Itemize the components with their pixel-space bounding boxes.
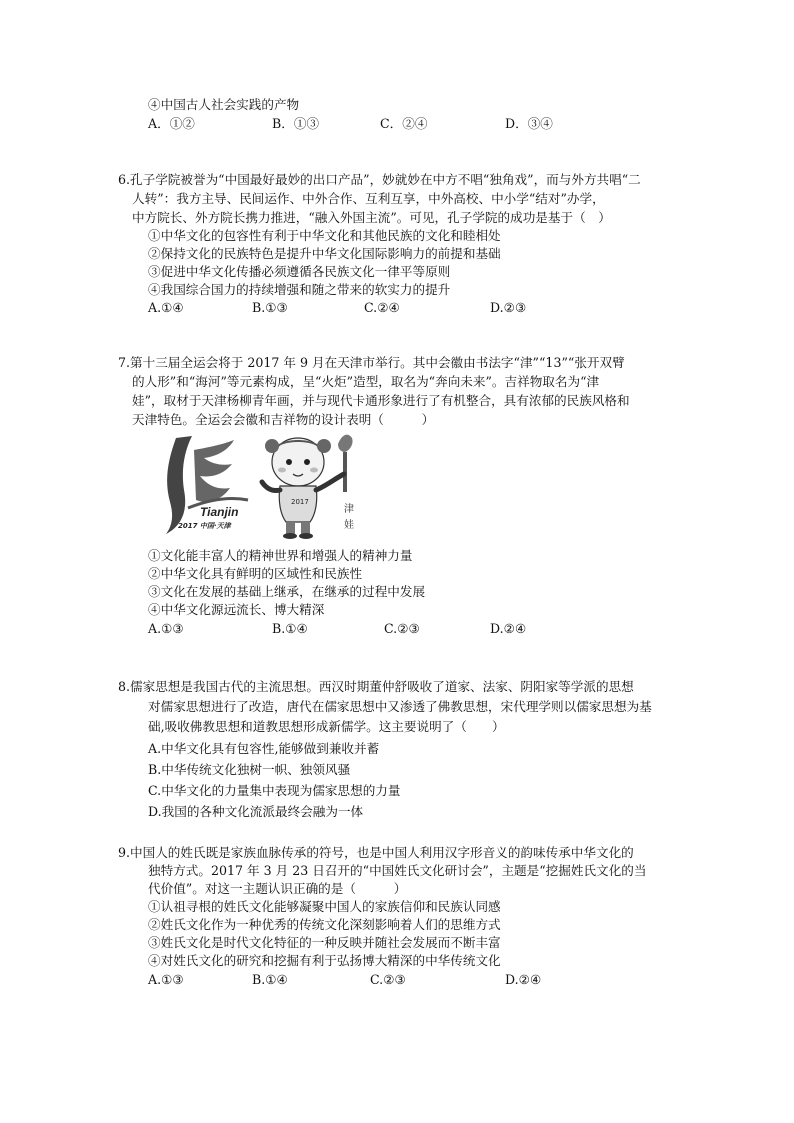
q9-option-b[interactable]: B.①④	[252, 972, 288, 987]
q6-stem-line-3: 中方院长、外方院长携力推进，“融入外国主流”。可见，孔子学院的成功是基于（ ）	[132, 210, 611, 225]
q9-item-2: ②姓氏文化作为一种优秀的传统文化深刻影响着人们的思维方式	[148, 917, 501, 932]
q6-item-4: ④我国综合国力的持续增强和随之带来的软实力的提升	[148, 282, 451, 297]
mascot-jinwa	[262, 435, 354, 539]
q9-item-4: ④对姓氏文化的研究和挖掘有利于弘扬博大精深的中华传统文化	[148, 953, 501, 968]
q7-stem-line-2: 的人形”和“海河”等元素构成，呈“火炬”造型，取名为“奔向未来”。吉祥物取名为“津	[132, 374, 600, 389]
q7-option-a[interactable]: A.①③	[148, 621, 184, 636]
q5-option-d[interactable]: D．③④	[505, 116, 553, 131]
q6-item-2: ②保持文化的民族特色是提升中华文化国际影响力的前提和基础	[148, 246, 501, 261]
q7-stem-line-3: 娃”，取材于天津杨柳青年画，并与现代卡通形象进行了有机整合，具有浓郁的民族风格和	[132, 393, 630, 408]
q7-item-3: ③文化在发展的基础上继承，在继承的过程中发展	[148, 584, 426, 599]
q6-option-a[interactable]: A.①④	[148, 300, 184, 315]
q9-stem-line-3: 代价值”。对这一主题认识正确的是（ ）	[148, 881, 407, 896]
q8-stem-line-2: 对儒家思想进行了改造，唐代在儒家思想中又渗透了佛教思想，宋代理学则以儒家思想为基	[148, 699, 652, 714]
mascot-name-char-2: 娃	[344, 520, 354, 531]
mascot-name-char-1: 津	[344, 504, 354, 515]
q7-option-d[interactable]: D.②④	[490, 621, 527, 636]
q7-item-4: ④中华文化源远流长、博大精深	[148, 602, 325, 617]
games-emblem-and-mascot-figure	[148, 430, 368, 542]
q7-stem-line-4: 天津特色。全运会会徽和吉祥物的设计表明（ ）	[132, 412, 435, 427]
q6-item-3: ③促进中华文化传播必须遵循各民族文化一律平等原则	[148, 264, 451, 279]
q6-item-1: ①中华文化的包容性有利于中华文化和其他民族的文化和睦相处	[148, 228, 501, 243]
q7-option-c[interactable]: C.②③	[384, 621, 420, 636]
q6-option-c[interactable]: C.②④	[364, 300, 400, 315]
q5-option-a[interactable]: A．①②	[148, 116, 195, 131]
mascot-shirt-text: 2017	[291, 498, 309, 506]
q6-option-d[interactable]: D.②③	[490, 300, 527, 315]
q9-stem-line-1: 9.中国人的姓氏既是家族血脉传承的符号，也是中国人利用汉字形音义的韵味传承中华文化的	[118, 845, 634, 860]
q7-stem-line-1: 7.第十三届全运会将于 2017 年 9 月在天津市举行。其中会徽由书法字“津”“13”“张开双臂	[118, 355, 625, 370]
q6-stem-line-1: 6.孔子学院被誉为“中国最好最妙的出口产品”，妙就妙在中方不唱“独角戏”，而与外方共唱“二	[118, 172, 641, 187]
q5-option-b[interactable]: B．①③	[272, 116, 320, 131]
q5-item-4: ④中国古人社会实践的产物	[148, 97, 300, 112]
q9-option-c[interactable]: C.②③	[370, 972, 406, 987]
q8-option-c[interactable]: C.中华文化的力量集中表现为儒家思想的力量	[148, 783, 401, 798]
q9-stem-line-2: 独特方式。2017 年 3 月 23 日召开的“中国姓氏文化研讨会”，主题是“挖掘姓氏文化的当	[148, 863, 647, 878]
q9-option-d[interactable]: D.②④	[505, 972, 542, 987]
q9-item-3: ③姓氏文化是时代文化特征的一种反映并随社会发展而不断丰富	[148, 935, 501, 950]
q6-stem-line-2: 人转”：我方主导、民间运作、中外合作、互利互享，中外高校、中小学“结对”办学，	[132, 191, 605, 206]
q9-item-1: ①认祖寻根的姓氏文化能够凝聚中国人的家族信仰和民族认同感	[148, 899, 501, 914]
q6-option-b[interactable]: B.①③	[252, 300, 288, 315]
q8-option-a[interactable]: A.中华文化具有包容性,能够做到兼收并蓄	[148, 741, 380, 756]
q7-item-1: ①文化能丰富人的精神世界和增强人的精神力量	[148, 548, 413, 563]
q8-option-b[interactable]: B.中华传统文化独树一帜、独领风骚	[148, 762, 351, 777]
q8-stem-line-3: 础,吸收佛教思想和道教思想形成新儒学。这主要说明了（ ）	[148, 719, 505, 734]
q8-stem-line-1: 8.儒家思想是我国古代的主流思想。西汉时期董仲舒吸收了道家、法家、阴阳家等学派的思想	[118, 679, 634, 694]
emblem-wordmark: Tianjin	[200, 505, 239, 519]
q8-option-d[interactable]: D.我国的各种文化流派最终会融为一体	[148, 804, 364, 819]
emblem-subtitle: 2017 中国·天津	[178, 522, 231, 530]
games-emblem	[166, 436, 248, 534]
q9-option-a[interactable]: A.①③	[148, 972, 184, 987]
q7-option-b[interactable]: B.①④	[272, 621, 308, 636]
q7-item-2: ②中华文化具有鲜明的区域性和民族性	[148, 566, 363, 581]
q5-option-c[interactable]: C．②④	[380, 116, 428, 131]
